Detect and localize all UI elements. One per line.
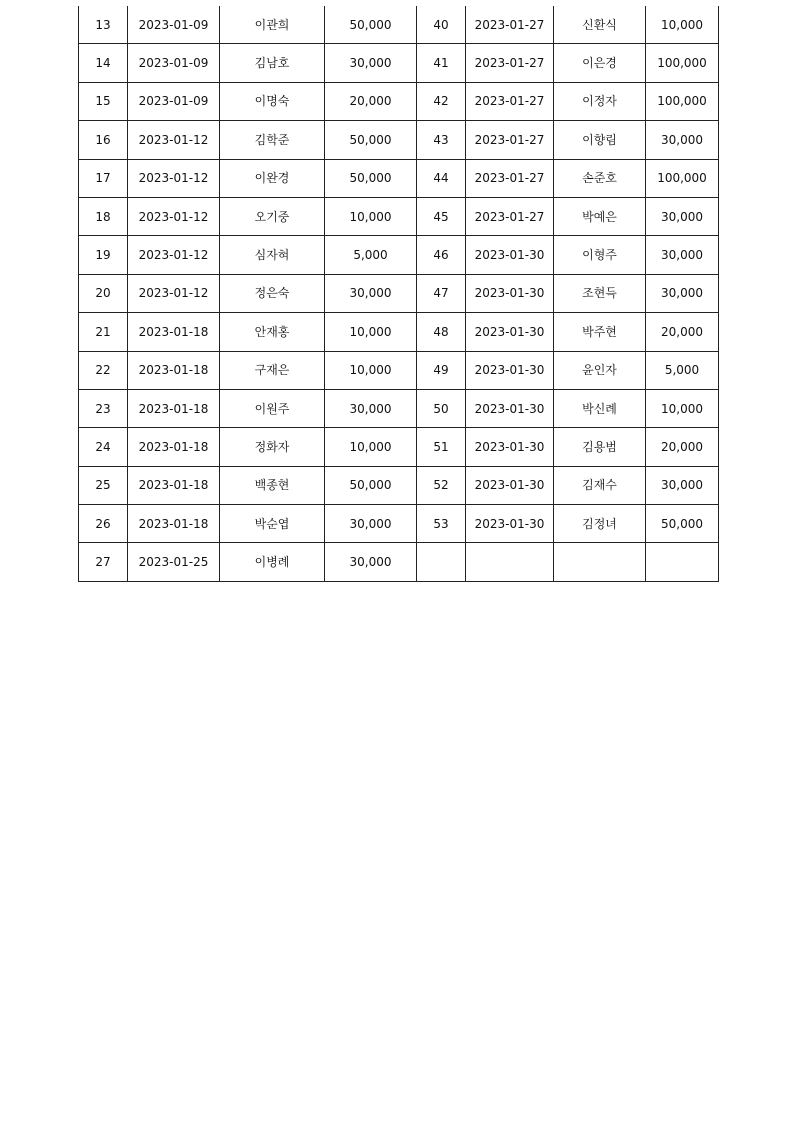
donation-amount-cell: 50,000 bbox=[325, 466, 417, 504]
donor-name-cell: 김재수 bbox=[554, 466, 646, 504]
entry-date-cell: 2023-01-09 bbox=[128, 82, 220, 120]
table-row bbox=[79, 82, 719, 120]
entry-number-cell: 40 bbox=[417, 6, 466, 44]
donor-name-cell: 이형주 bbox=[554, 236, 646, 274]
donation-amount-cell: 30,000 bbox=[646, 274, 719, 312]
donor-name-cell: 이완경 bbox=[220, 159, 325, 197]
entry-number-cell: 42 bbox=[417, 82, 466, 120]
donation-amount-cell: 50,000 bbox=[646, 505, 719, 543]
donor-name-cell: 이병례 bbox=[220, 543, 325, 581]
donation-amount-cell: 50,000 bbox=[325, 6, 417, 44]
entry-number-cell: 15 bbox=[79, 82, 128, 120]
donation-amount-cell: 5,000 bbox=[646, 351, 719, 389]
donation-amount-cell: 10,000 bbox=[646, 389, 719, 427]
entry-number-cell: 51 bbox=[417, 428, 466, 466]
entry-number-cell: 24 bbox=[79, 428, 128, 466]
donor-name-cell: 김남호 bbox=[220, 44, 325, 82]
entry-date-cell: 2023-01-30 bbox=[466, 274, 554, 312]
donor-name-cell: 정은숙 bbox=[220, 274, 325, 312]
donor-name-cell: 김용범 bbox=[554, 428, 646, 466]
donor-name-cell: 신환식 bbox=[554, 6, 646, 44]
entry-number-cell bbox=[417, 543, 466, 581]
entry-number-cell: 43 bbox=[417, 121, 466, 159]
entry-date-cell: 2023-01-18 bbox=[128, 428, 220, 466]
entry-date-cell: 2023-01-12 bbox=[128, 236, 220, 274]
entry-number-cell: 47 bbox=[417, 274, 466, 312]
table-row bbox=[79, 389, 719, 427]
donor-name-cell: 윤인자 bbox=[554, 351, 646, 389]
entry-number-cell: 23 bbox=[79, 389, 128, 427]
entry-number-cell: 14 bbox=[79, 44, 128, 82]
entry-number-cell: 48 bbox=[417, 313, 466, 351]
entry-number-cell: 50 bbox=[417, 389, 466, 427]
entry-number-cell: 52 bbox=[417, 466, 466, 504]
entry-date-cell: 2023-01-30 bbox=[466, 351, 554, 389]
donor-name-cell: 안재홍 bbox=[220, 313, 325, 351]
donation-amount-cell: 5,000 bbox=[325, 236, 417, 274]
donation-amount-cell: 20,000 bbox=[646, 428, 719, 466]
donation-amount-cell: 30,000 bbox=[325, 505, 417, 543]
table-row bbox=[79, 236, 719, 274]
entry-date-cell: 2023-01-18 bbox=[128, 351, 220, 389]
table-row bbox=[79, 121, 719, 159]
donation-amount-cell bbox=[646, 543, 719, 581]
entry-date-cell: 2023-01-18 bbox=[128, 466, 220, 504]
entry-date-cell: 2023-01-09 bbox=[128, 44, 220, 82]
donor-name-cell: 이은경 bbox=[554, 44, 646, 82]
donor-name-cell: 구재은 bbox=[220, 351, 325, 389]
entry-number-cell: 25 bbox=[79, 466, 128, 504]
table-row bbox=[79, 197, 719, 235]
entry-number-cell: 44 bbox=[417, 159, 466, 197]
donation-amount-cell: 20,000 bbox=[325, 82, 417, 120]
table-row bbox=[79, 159, 719, 197]
donor-name-cell: 정화자 bbox=[220, 428, 325, 466]
entry-date-cell: 2023-01-18 bbox=[128, 313, 220, 351]
entry-number-cell: 49 bbox=[417, 351, 466, 389]
table-row bbox=[79, 274, 719, 312]
donation-amount-cell: 20,000 bbox=[646, 313, 719, 351]
donation-table-body bbox=[79, 6, 719, 581]
donor-name-cell: 이관희 bbox=[220, 6, 325, 44]
donation-amount-cell: 50,000 bbox=[325, 159, 417, 197]
entry-date-cell: 2023-01-12 bbox=[128, 159, 220, 197]
table-row bbox=[79, 466, 719, 504]
donor-name-cell: 오기중 bbox=[220, 197, 325, 235]
donor-name-cell: 조현득 bbox=[554, 274, 646, 312]
entry-number-cell: 20 bbox=[79, 274, 128, 312]
donation-amount-cell: 10,000 bbox=[325, 197, 417, 235]
entry-date-cell: 2023-01-09 bbox=[128, 6, 220, 44]
entry-date-cell: 2023-01-30 bbox=[466, 505, 554, 543]
entry-date-cell: 2023-01-18 bbox=[128, 505, 220, 543]
entry-date-cell: 2023-01-27 bbox=[466, 159, 554, 197]
donation-amount-cell: 30,000 bbox=[646, 197, 719, 235]
donor-name-cell: 이정자 bbox=[554, 82, 646, 120]
entry-number-cell: 21 bbox=[79, 313, 128, 351]
entry-number-cell: 17 bbox=[79, 159, 128, 197]
donation-amount-cell: 100,000 bbox=[646, 44, 719, 82]
donation-amount-cell: 30,000 bbox=[325, 543, 417, 581]
table-row bbox=[79, 428, 719, 466]
entry-date-cell: 2023-01-30 bbox=[466, 236, 554, 274]
donor-name-cell: 박예은 bbox=[554, 197, 646, 235]
donation-amount-cell: 30,000 bbox=[646, 121, 719, 159]
donation-amount-cell: 10,000 bbox=[325, 313, 417, 351]
donor-name-cell: 손준호 bbox=[554, 159, 646, 197]
donation-amount-cell: 100,000 bbox=[646, 159, 719, 197]
table-row bbox=[79, 313, 719, 351]
entry-date-cell: 2023-01-12 bbox=[128, 197, 220, 235]
entry-date-cell: 2023-01-27 bbox=[466, 44, 554, 82]
entry-number-cell: 46 bbox=[417, 236, 466, 274]
donation-amount-cell: 10,000 bbox=[325, 428, 417, 466]
donation-amount-cell: 10,000 bbox=[325, 351, 417, 389]
entry-date-cell bbox=[466, 543, 554, 581]
entry-date-cell: 2023-01-25 bbox=[128, 543, 220, 581]
donation-amount-cell: 30,000 bbox=[325, 44, 417, 82]
entry-number-cell: 22 bbox=[79, 351, 128, 389]
entry-number-cell: 41 bbox=[417, 44, 466, 82]
donor-name-cell: 이향림 bbox=[554, 121, 646, 159]
entry-date-cell: 2023-01-27 bbox=[466, 197, 554, 235]
donor-name-cell: 김정녀 bbox=[554, 505, 646, 543]
entry-number-cell: 19 bbox=[79, 236, 128, 274]
donor-name-cell: 박순엽 bbox=[220, 505, 325, 543]
donation-table bbox=[78, 6, 719, 582]
donor-name-cell: 백종현 bbox=[220, 466, 325, 504]
table-row bbox=[79, 6, 719, 44]
entry-number-cell: 16 bbox=[79, 121, 128, 159]
donation-amount-cell: 50,000 bbox=[325, 121, 417, 159]
entry-date-cell: 2023-01-30 bbox=[466, 389, 554, 427]
table-row bbox=[79, 543, 719, 581]
entry-date-cell: 2023-01-27 bbox=[466, 82, 554, 120]
entry-date-cell: 2023-01-12 bbox=[128, 121, 220, 159]
donor-name-cell: 김학준 bbox=[220, 121, 325, 159]
donor-name-cell: 박주현 bbox=[554, 313, 646, 351]
entry-date-cell: 2023-01-12 bbox=[128, 274, 220, 312]
table-row bbox=[79, 351, 719, 389]
entry-date-cell: 2023-01-30 bbox=[466, 428, 554, 466]
entry-number-cell: 18 bbox=[79, 197, 128, 235]
entry-date-cell: 2023-01-30 bbox=[466, 466, 554, 504]
donation-amount-cell: 100,000 bbox=[646, 82, 719, 120]
donation-amount-cell: 30,000 bbox=[646, 466, 719, 504]
table-row bbox=[79, 505, 719, 543]
donor-name-cell: 박신례 bbox=[554, 389, 646, 427]
entry-number-cell: 13 bbox=[79, 6, 128, 44]
entry-number-cell: 27 bbox=[79, 543, 128, 581]
donor-name-cell: 이명숙 bbox=[220, 82, 325, 120]
entry-number-cell: 45 bbox=[417, 197, 466, 235]
donor-name-cell bbox=[554, 543, 646, 581]
donation-amount-cell: 30,000 bbox=[325, 389, 417, 427]
donor-name-cell: 이원주 bbox=[220, 389, 325, 427]
entry-number-cell: 26 bbox=[79, 505, 128, 543]
donation-amount-cell: 10,000 bbox=[646, 6, 719, 44]
entry-number-cell: 53 bbox=[417, 505, 466, 543]
entry-date-cell: 2023-01-27 bbox=[466, 121, 554, 159]
donation-amount-cell: 30,000 bbox=[325, 274, 417, 312]
donation-amount-cell: 30,000 bbox=[646, 236, 719, 274]
donor-name-cell: 심자혀 bbox=[220, 236, 325, 274]
entry-date-cell: 2023-01-30 bbox=[466, 313, 554, 351]
table-row bbox=[79, 44, 719, 82]
entry-date-cell: 2023-01-18 bbox=[128, 389, 220, 427]
entry-date-cell: 2023-01-27 bbox=[466, 6, 554, 44]
